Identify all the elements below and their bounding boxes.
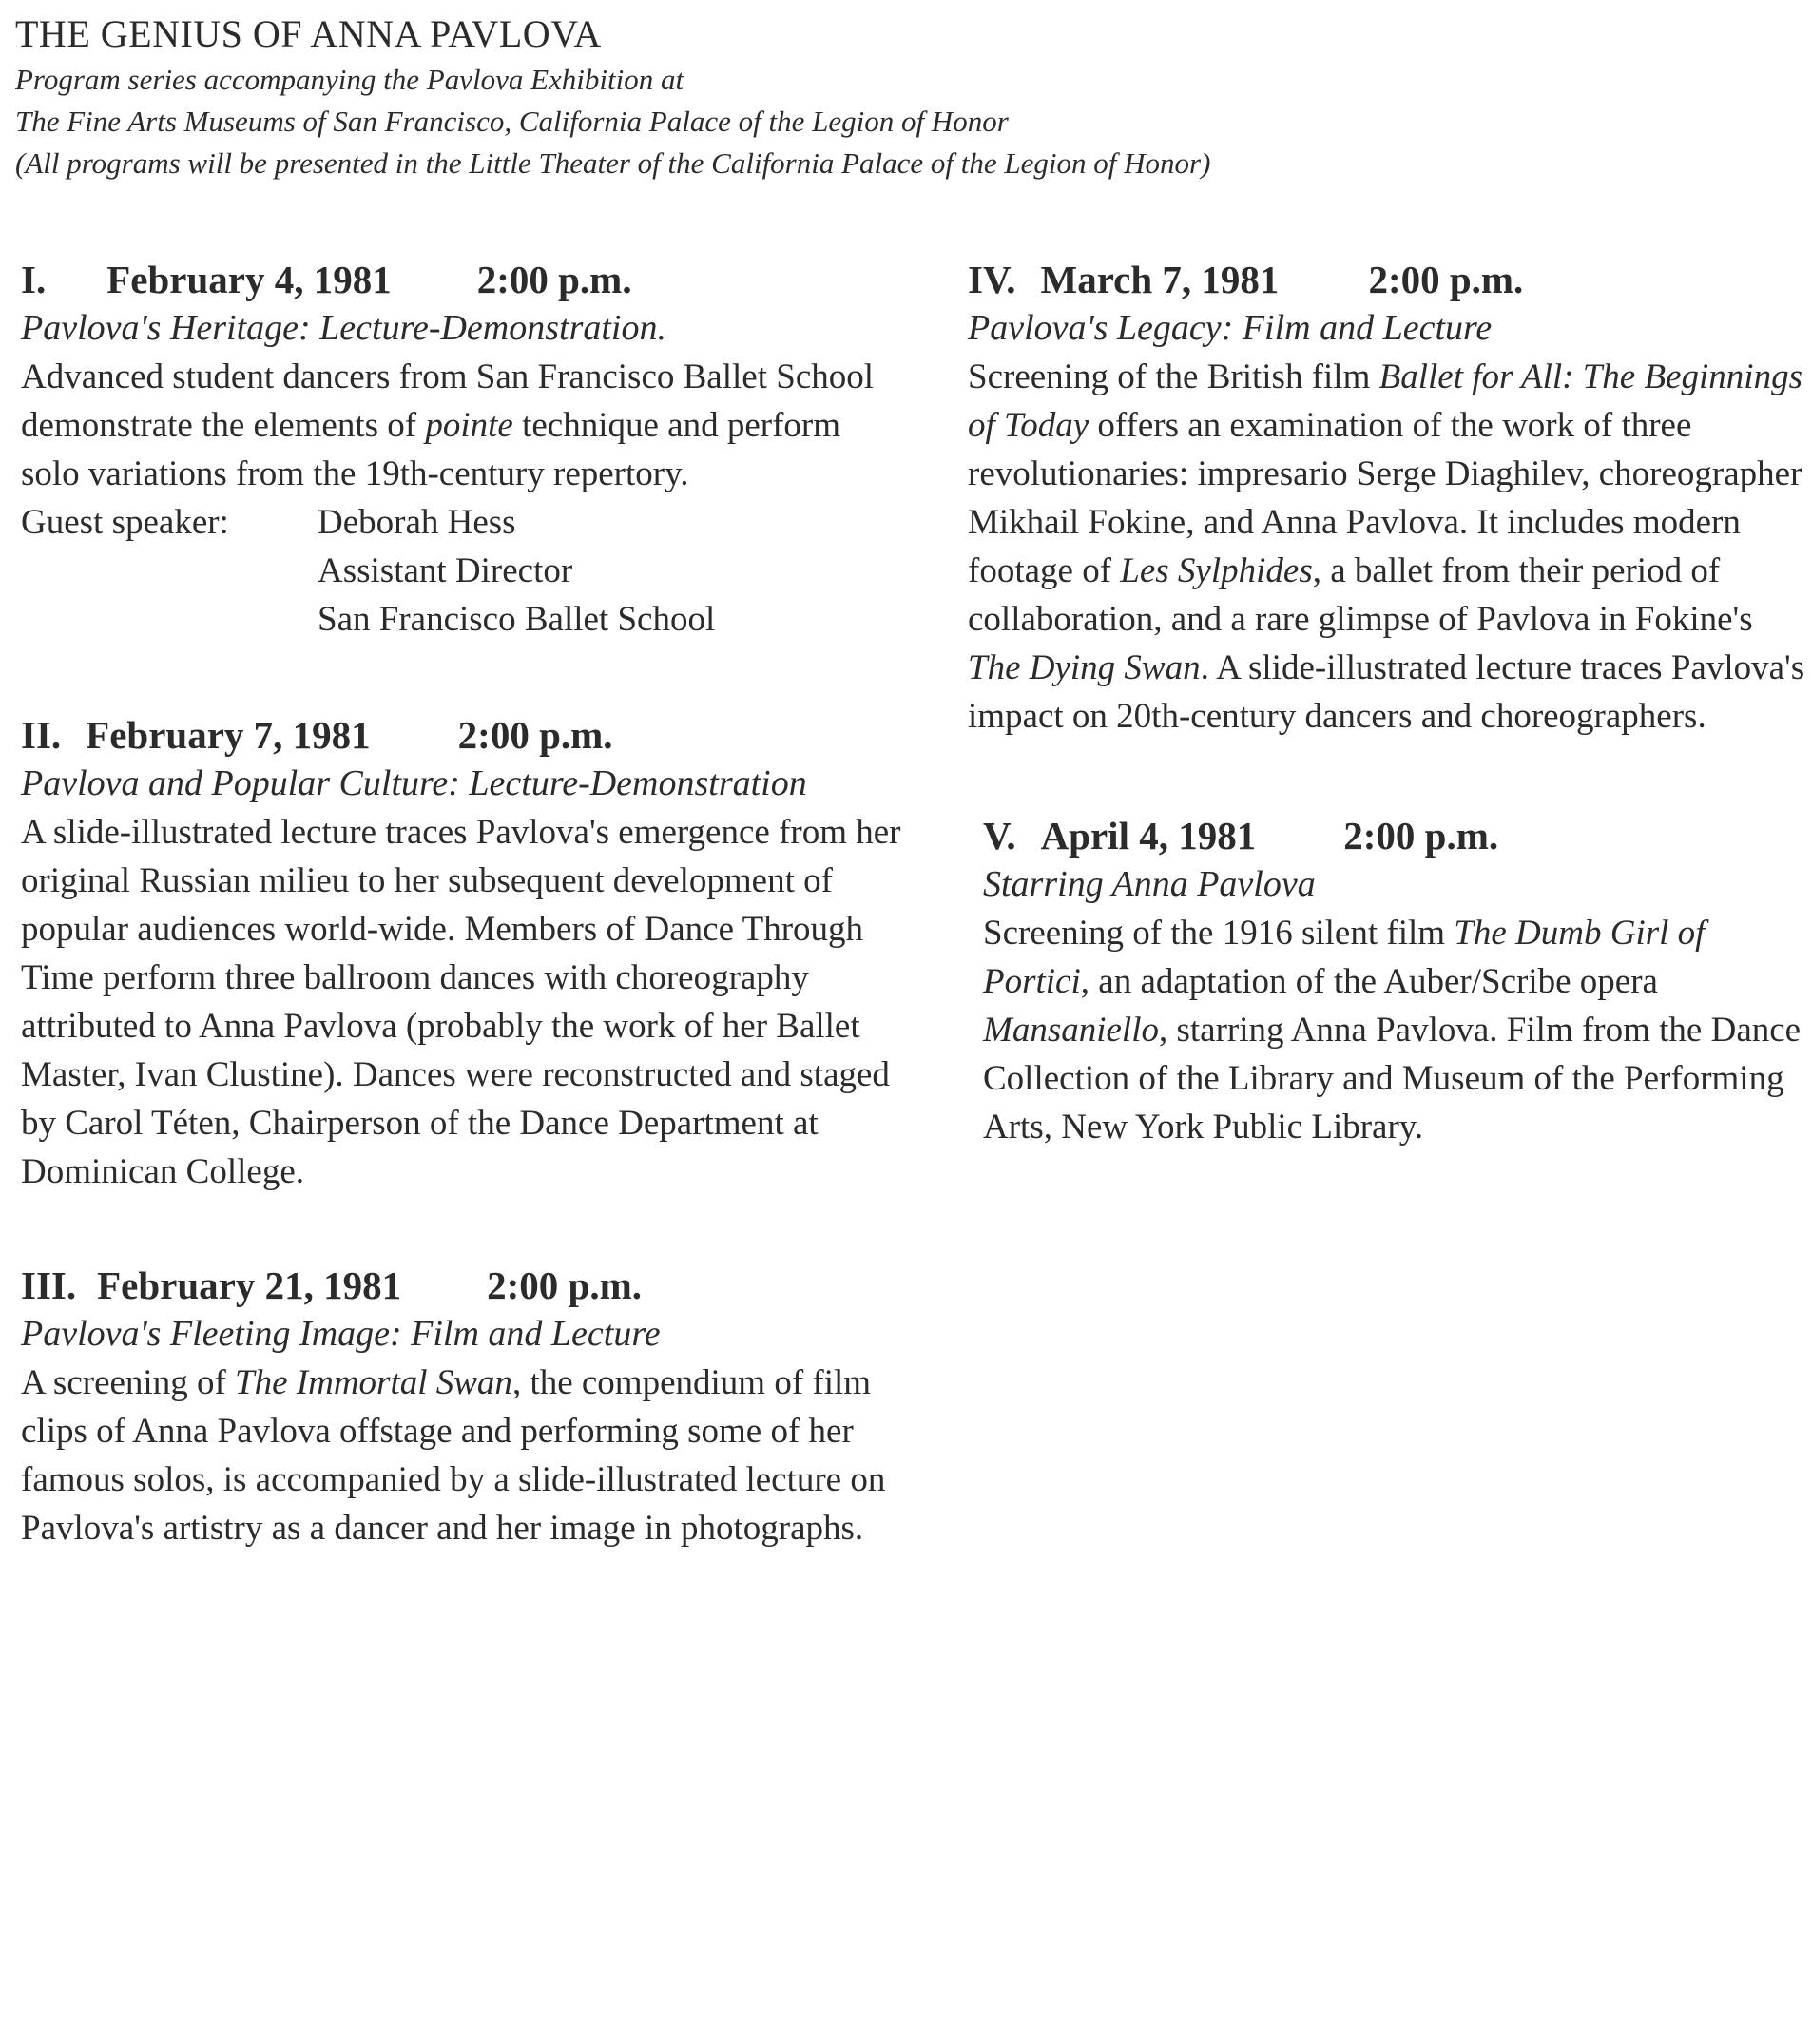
program-numeral: IV.	[968, 258, 1016, 301]
work-title-italic: The Dying Swan	[968, 648, 1201, 687]
program-1	[21, 255, 905, 644]
guest-speaker-org: San Francisco Ballet School	[318, 600, 716, 639]
description-text: , an adaptation of the Auber/Scribe opera	[1080, 962, 1658, 1001]
subtitle-line-1: Program series accompanying the Pavlova Exhibition at	[15, 63, 684, 96]
subtitle-line-2: The Fine Arts Museums of San Francisco, California Palace of the Legion of Honor	[15, 105, 1009, 138]
description-text: A slide-illustrated lecture traces Pavlova's emergence from her original Russian milieu to her subsequent development of popular audiences world-wide. Members of Dance Through Time perform three ballroom dances with choreography attributed to Anna Pavlova (probably the work of her Ballet Master, Ivan Clustine). Dances were reconstructed and staged by Carol Téten, Chairperson of the Dance Department at Dominican College.	[21, 813, 901, 1191]
program-title: Starring Anna Pavlova	[983, 864, 1316, 904]
guest-speaker	[21, 498, 905, 644]
program-4	[968, 255, 1809, 741]
description-text: technique and perform solo variations from the 19th-century repertory.	[21, 406, 841, 493]
program-5	[968, 811, 1809, 1151]
description-text: , starring Anna Pavlova. Film from the Dance Collection of the Library and Museum of the Performing Arts, New York Public Library.	[983, 1011, 1802, 1147]
work-title-italic: The Dumb Girl of Portici	[983, 914, 1706, 1001]
work-title-italic: pointe	[425, 406, 513, 445]
program-time: 2:00 p.m.	[1343, 814, 1499, 858]
work-title-italic: The Immortal Swan	[235, 1363, 512, 1402]
page-title: THE GENIUS OF ANNA PAVLOVA	[15, 12, 602, 55]
work-title-italic: Ballet for All: The Beginnings of Today	[968, 357, 1802, 445]
program-time: 2:00 p.m.	[457, 713, 613, 757]
program-heading	[21, 1261, 905, 1310]
program-time: 2:00 p.m.	[487, 1263, 642, 1307]
description-text: , a ballet from their period of collaboration, and a rare glimpse of Pavlova in Fokine's	[968, 551, 1753, 639]
program-numeral: I.	[21, 258, 47, 301]
program-description	[983, 909, 1809, 1151]
program-3	[21, 1261, 905, 1552]
program-date: February 21, 1981	[97, 1263, 402, 1307]
program-description	[968, 353, 1809, 741]
guest-speaker-role: Assistant Director	[318, 551, 573, 590]
left-column	[21, 255, 905, 1610]
description-text: . A slide-illustrated lecture traces Pavlova's impact on 20th-century dancers and choreographers.	[968, 648, 1805, 736]
guest-speaker-label: Guest speaker:	[21, 503, 229, 542]
program-2	[21, 710, 905, 1196]
program-heading	[21, 255, 905, 304]
description-text: Screening of the British film	[968, 357, 1379, 396]
guest-speaker-name: Deborah Hess	[318, 503, 516, 542]
description-text: Screening of the 1916 silent film	[983, 914, 1455, 953]
program-time: 2:00 p.m.	[1368, 258, 1524, 301]
program-description	[21, 353, 905, 498]
program-heading	[968, 255, 1809, 304]
description-text: A screening of	[21, 1363, 236, 1402]
program-description	[21, 808, 905, 1196]
description-text: , the compendium of film clips of Anna Pavlova offstage and performing some of her famous solos, is accompanied by a slide-illustrated lecture on Pavlova's artistry as a dancer and her image in photographs.	[21, 1363, 886, 1548]
program-numeral: II.	[21, 713, 62, 757]
description-text: Advanced student dancers from San Francisco Ballet School demonstrate the elements of	[21, 357, 875, 445]
work-title-italic: Mansaniello	[983, 1011, 1159, 1050]
program-heading	[21, 710, 905, 760]
program-heading	[983, 811, 1809, 860]
program-numeral: V.	[983, 814, 1016, 858]
program-description	[21, 1359, 905, 1552]
program-date: February 7, 1981	[86, 713, 371, 757]
program-title: Pavlova and Popular Culture: Lecture-Demonstration	[21, 763, 807, 803]
work-title-italic: Les Sylphides	[1120, 551, 1313, 590]
program-numeral: III.	[21, 1263, 77, 1307]
subtitle-line-3: (All programs will be presented in the Little Theater of the California Palace of the Legion of Honor)	[15, 146, 1211, 180]
program-title: Pavlova's Legacy: Film and Lecture	[968, 308, 1493, 348]
program-date: February 4, 1981	[106, 258, 392, 301]
program-date: March 7, 1981	[1040, 258, 1280, 301]
program-header	[15, 10, 1802, 184]
description-text: offers an examination of the work of three revolutionaries: impresario Serge Diaghilev, choreographer Mikhail Fokine, and Anna Pavlova. It includes modern footage of	[968, 406, 1802, 590]
right-column	[968, 255, 1809, 1208]
program-date: April 4, 1981	[1040, 814, 1257, 858]
program-time: 2:00 p.m.	[476, 258, 632, 301]
program-title: Pavlova's Heritage: Lecture-Demonstration.	[21, 308, 666, 348]
program-title: Pavlova's Fleeting Image: Film and Lecture	[21, 1314, 661, 1354]
